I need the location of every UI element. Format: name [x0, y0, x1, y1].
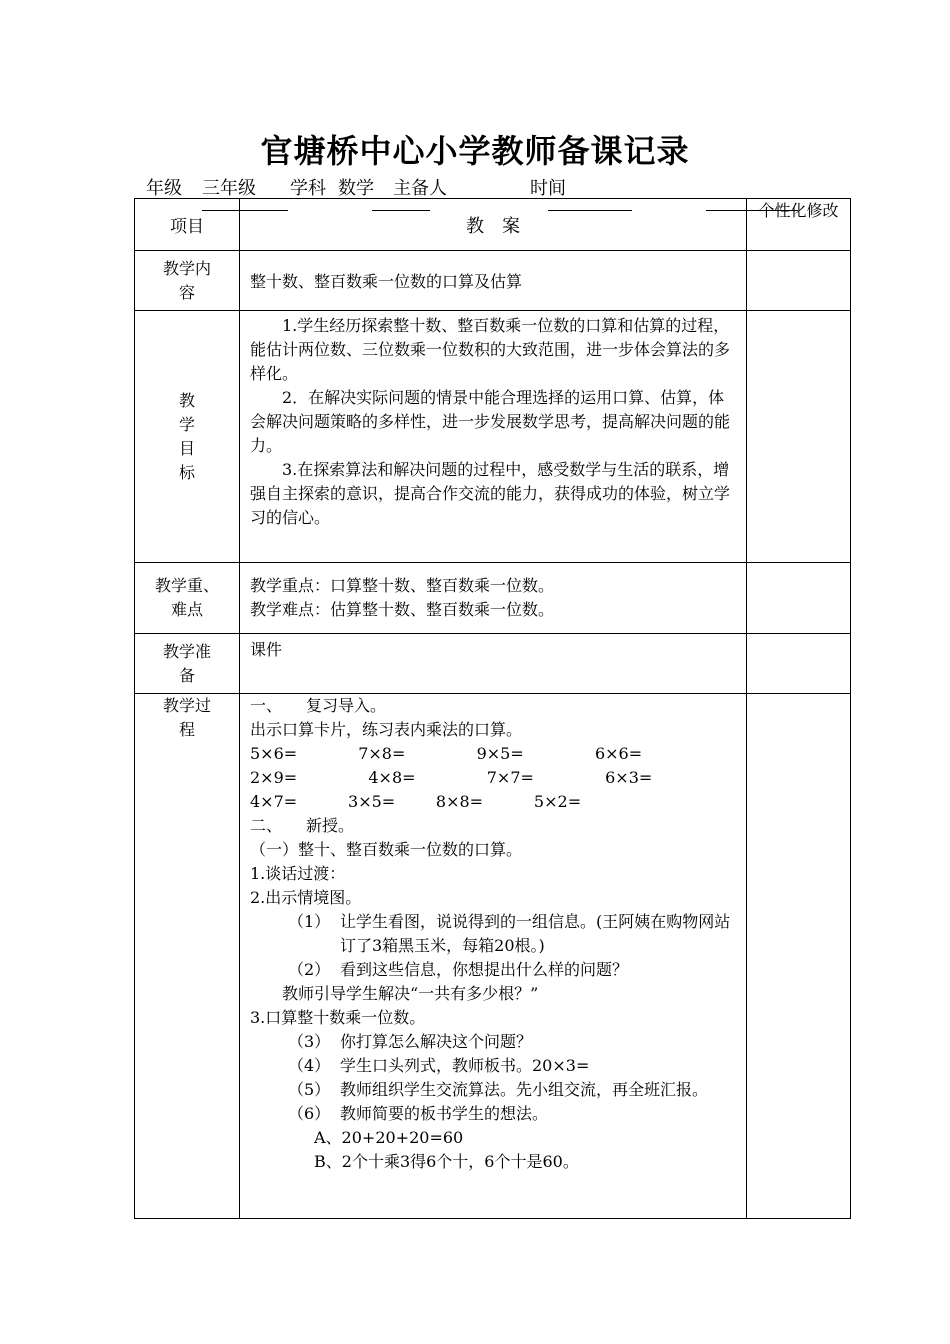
- lead-teacher-label: 主备人: [393, 178, 447, 199]
- prep-label: 教学准备: [135, 634, 240, 694]
- prep-note-cell[interactable]: [747, 634, 851, 694]
- keypoints-note-cell[interactable]: [747, 563, 851, 634]
- page-title: 官塘桥中心小学教师备课记录: [260, 132, 690, 170]
- lesson-plan-table: [134, 198, 851, 1219]
- question-3-number: （3）: [288, 1032, 331, 1051]
- method-a: A、20+20+20=60: [314, 1128, 464, 1147]
- subject-value: 数学: [338, 178, 374, 199]
- process-row: [135, 694, 851, 1219]
- keypoints-label: 教学重、难点: [135, 563, 240, 634]
- teacher-guide: 教师引导学生解决“一共有多少根？”: [282, 984, 539, 1003]
- question-5-number: （5）: [288, 1080, 331, 1099]
- process-note-cell[interactable]: [747, 694, 851, 1219]
- goal-3: 3.在探索算法和解决问题的过程中，感受数学与生活的联系，增强自主探索的意识，提高合作交流的能力，获得成功的体验，树立学习的信心。: [250, 460, 731, 527]
- subject-label: 学科: [290, 178, 326, 199]
- process-label: 教学过程: [135, 694, 240, 1219]
- keypoints-cell: [240, 563, 747, 634]
- content-row: [135, 251, 851, 311]
- grade-value: 三年级: [202, 178, 256, 199]
- section-new: 二、 新授。: [250, 816, 355, 835]
- question-6: [250, 1102, 738, 1126]
- cards-intro: 出示口算卡片，练习表内乘法的口算。: [250, 720, 523, 739]
- difficult-point: 教学难点：估算整十数、整百数乘一位数。: [250, 600, 555, 619]
- step-3: 3.口算整十数乘一位数。: [250, 1008, 426, 1027]
- question-6-text: 教师简要的板书学生的想法。: [340, 1104, 549, 1123]
- method-b: B、2个十乘3得6个十，6个十是60。: [314, 1152, 579, 1171]
- key-point: 教学重点：口算整十数、整百数乘一位数。: [250, 576, 555, 595]
- question-3: [250, 1030, 738, 1054]
- header-personal: 个性化修改: [747, 199, 851, 251]
- goals-cell: [240, 311, 747, 563]
- calc-row-2: 2×9= 4×8= 7×7= 6×3=: [250, 768, 653, 787]
- goal-2: 2．在解决实际问题的情景中能合理选择的运用口算、估算，体会解决问题策略的多样性，进一步发展数学思考，提高解决问题的能力。: [250, 388, 731, 455]
- header-item: 项目: [135, 199, 240, 251]
- question-1: [250, 910, 738, 958]
- question-2-text: 看到这些信息，你想提出什么样的问题？: [340, 960, 629, 979]
- goal-1: 1.学生经历探索整十数、整百数乘一位数的口算和估算的过程，能估计两位数、三位数乘一位数积的大致范围，进一步体会算法的多样化。: [250, 316, 731, 383]
- question-5-text: 教师组织学生交流算法。先小组交流，再全班汇报。: [340, 1080, 709, 1099]
- goals-note-cell[interactable]: [747, 311, 851, 563]
- content-text: 整十数、整百数乘一位数的口算及估算: [240, 251, 747, 311]
- question-4-text: 学生口头列式，教师板书。20×3=: [340, 1056, 590, 1075]
- prep-text: 课件: [240, 634, 747, 694]
- grade-label: 年级: [146, 178, 182, 199]
- header-plan: 教 案: [240, 199, 747, 251]
- time-label: 时间: [530, 178, 566, 199]
- step-2: 2.出示情境图。: [250, 888, 362, 907]
- goals-label: 教学目标: [135, 311, 240, 563]
- section-review: 一、 复习导入。: [250, 696, 387, 715]
- calc-row-1: 5×6= 7×8= 9×5= 6×6=: [250, 744, 643, 763]
- header-row: [135, 199, 851, 251]
- prep-row: [135, 634, 851, 694]
- content-label: 教学内容: [135, 251, 240, 311]
- content-note-cell[interactable]: [747, 251, 851, 311]
- question-1-text: 让学生看图，说说得到的一组信息。(王阿姨在购物网站订了3箱黑玉米，每箱20根。): [340, 912, 731, 955]
- question-3-text: 你打算怎么解决这个问题？: [340, 1032, 533, 1051]
- question-6-number: （6）: [288, 1104, 331, 1123]
- step-1: 1.谈话过渡：: [250, 864, 346, 883]
- process-cell: [240, 694, 747, 1219]
- question-1-number: （1）: [288, 912, 331, 931]
- keypoints-row: [135, 563, 851, 634]
- question-4-number: （4）: [288, 1056, 331, 1075]
- goals-row: [135, 311, 851, 563]
- question-2-number: （2）: [288, 960, 331, 979]
- part-1: （一）整十、整百数乘一位数的口算。: [250, 840, 523, 859]
- question-2: [250, 958, 738, 982]
- question-4: [250, 1054, 738, 1078]
- calc-row-3: 4×7= 3×5= 8×8= 5×2=: [250, 792, 582, 811]
- question-5: [250, 1078, 738, 1102]
